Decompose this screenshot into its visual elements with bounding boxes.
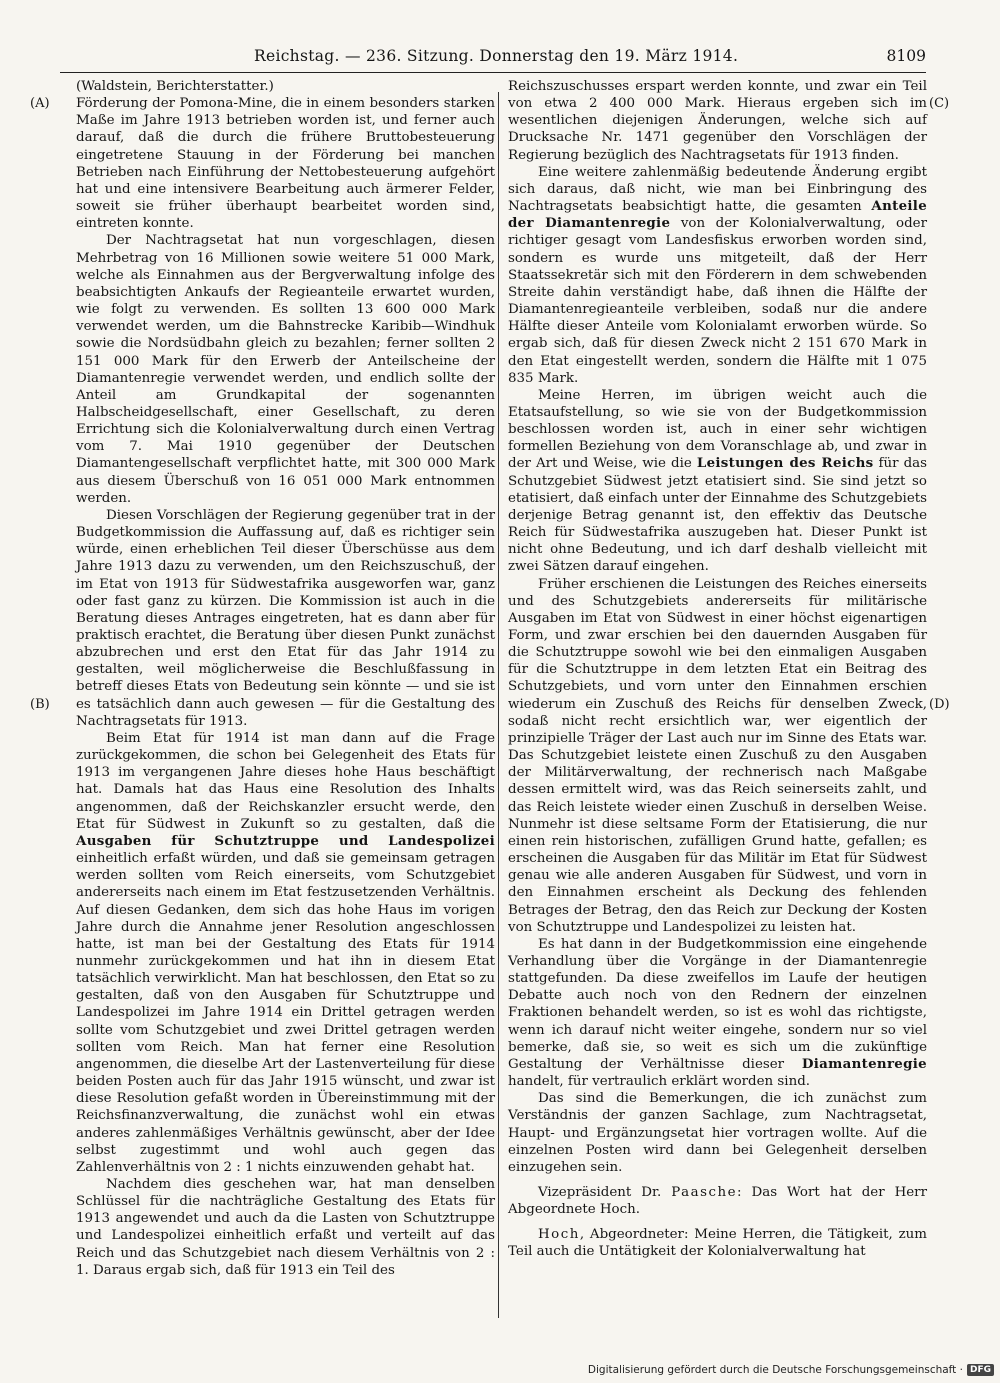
speaker-paragraph: Vizepräsident Dr. Paasche: Das Wort hat der Herr Abgeordnete Hoch. — [508, 1185, 927, 1218]
running-title: Reichstag. — 236. Sitzung. Donnerstag den 19. März 1914. — [254, 47, 739, 65]
bold-term: Diamantenregie — [801, 1055, 927, 1072]
footer-text: Digitalisierung gefördert durch die Deutsche Forschungsgemeinschaft · — [587, 1364, 963, 1376]
paragraph: Das sind die Bemerkungen, die ich zunächst zum Verständnis der ganzen Sachlage, zum Nachtragsetat, Haupt- und Ergänzungsetat hier vortragen wollte. Auf die einzelnen Posten wird dann bei Gelegenheit derselben einzugehen sein. — [508, 1091, 927, 1175]
page-number: 8109 — [886, 47, 926, 65]
speaker-name: Paasche — [671, 1185, 737, 1200]
column-divider — [498, 92, 499, 1318]
speaker-paragraph: Hoch, Abgeordneter: Meine Herren, die Tätigkeit, zum Teil auch die Untätigkeit der Kolonialverwaltung hat — [508, 1227, 927, 1260]
header-rule — [60, 72, 926, 73]
paragraph: Es hat dann in der Budgetkommission eine eingehende Verhandlung über die Vorgänge in der Diamantenregie stattgefunden. Da diese zweifellos im Laufe der heutigen Debatte auch noch von den Rednern der einzelnen Fraktionen behandelt werden, so ist es wohl das richtigste, wenn ich darauf nicht weiter eingehe, sondern nur so viel bemerke, daß sie, so weit es sich um die zukünftige Gestaltung der Verhältnisse dieser Diamantenregie handelt, für vertraulich erklärt worden sind. — [508, 936, 927, 1090]
paragraph: Früher erschienen die Leistungen des Reiches einerseits und des Schutzgebiets andererseits für militärische Ausgaben im Etat von Südwest in einer höchst eigenartigen Form, und zwar erschien bei den dauernden Ausgaben für die Schutztruppe sowohl wie bei den einmaligen Ausgaben für die Schutztruppe in dem letzten Etat ein Beitrag des Schutzgebiets, und vorn unter den Einnahmen erschien wiederum ein Zuschuß des Reichs für denselben Zweck, sodaß nicht recht ersichtlich war, wer eigentlich der prinzipielle Träger der Last auch nur im Sinne des Etats war. Das Schutzgebiet leistete einen Zuschuß zu den Ausgaben der Militärverwaltung, der rechnerisch nach Maßgabe dessen ermittelt wird, was das Reich seinerseits zahlt, und das Reich leistete wieder einen Zuschuß in derselben Weise. Nunmehr ist diese seltsame Form der Etatisierung, die nur einen rein historischen, zufälligen Grund hatte, gefallen; es erscheinen die Ausgaben für das Militär im Etat für Südwest genau wie alle anderen Ausgaben für Südwest, und vorn in den Einnahmen erscheint als Deckung des fehlenden Betrages der Betrag, den das Reich zur Deckung der Kosten von Schutztruppe und Landespolizei zu leisten hat. — [508, 576, 927, 935]
bold-term: Ausgaben für Schutztruppe und Landespolizei — [76, 832, 495, 849]
digitization-footer — [588, 1364, 994, 1376]
paragraph: Eine weitere zahlenmäßig bedeutende Änderung ergibt sich daraus, daß nicht, wie man bei Einbringung des Nachtragsetats beabsichtigt hatte, die gesamten Anteile der Diamantenregie von der Kolonialverwaltung, oder richtiger gesagt vom Landesfiskus erworben worden sind, sondern es wurde uns mitgeteilt, daß der Herr Staatssekretär sich mit den Förderern in dem schwebenden Streite dahin verständigt habe, daß ihnen die Hälfte der Diamantenregieanteile verbleiben, sodaß nur die andere Hälfte dieser Anteile vom Kolonialamt erworben würde. So ergab sich, daß für diesen Zweck nicht 2 151 670 Mark in den Etat eingestellt werden, sondern die Hälfte mit 1 075 835 Mark. — [508, 164, 928, 386]
right-column — [508, 78, 927, 1261]
paragraph: Der Nachtragsetat hat nun vorgeschlagen, diesen Mehrbetrag von 16 Millionen sowie weitere 51 000 Mark, welche als Einnahmen aus der Bergverwaltung infolge des beabsichtigten Ankaufs der Regieanteile erwartet wurden, wie folgt zu verwenden. Es sollten 13 600 000 Mark verwendet werden, um die Bahnstrecke Karibib—Windhuk sowie die Nordsüdbahn gleich zu bezahlen; ferner sollten 2 151 000 Mark für den Erwerb der Anteilscheine der Diamantenregie verwendet werden, und endlich sollte der Anteil am Grundkapital der sogenannten Halbscheidgesellschaft, einer Gesellschaft, zu deren Errichtung sich die Kolonialverwaltung durch einen Vertrag vom 7. Mai 1910 gegenüber der Deutschen Diamantengesellschaft verpflichtet hatte, mit 300 000 Mark aus diesem Überschuß von 16 051 000 Mark entnommen werden. — [76, 233, 495, 506]
bold-term: Leistungen des Reichs — [696, 455, 874, 472]
margin-marker-a: (A) — [30, 96, 50, 111]
paragraph: Förderung der Pomona-Mine, die in einem besonders starken Maße im Jahre 1913 betrieben worden ist, und ferner auch darauf, daß die durch die frühere Bruttobesteuerung eingetretene Stauung in der Förderung bei manchen Betrieben nach Einführung der Nettobesteuerung aufgehört hat und eine intensivere Bearbeitung auch ärmerer Felder, soweit sie früher überhaupt bearbeitet worden sind, eintreten konnte. — [76, 96, 495, 232]
bold-term: Anteile der Diamantenregie — [508, 198, 928, 232]
paragraph: Meine Herren, im übrigen weicht auch die Etatsaufstellung, so wie sie von der Budgetkommission beschlossen worden ist, auch in einer sehr wichtigen formellen Beziehung von dem Voranschlage ab, und zwar in der Art und Weise, wie die Leistungen des Reichs für das Schutzgebiet Südwest jetzt etatisiert sind. Sie sind jetzt so etatisiert, daß einfach unter der Einnahme des Schutzgebiets derjenige Betrag genannt ist, den effektiv das Deutsche Reich für Südwestafrika auszugeben hat. Dieser Punkt ist nicht ohne Bedeutung, und ich darf deshalb vielleicht mit zwei Sätzen darauf eingehen. — [508, 387, 928, 575]
speaker-note: (Waldstein, Berichterstatter.) — [76, 79, 274, 94]
margin-marker-d: (D) — [929, 697, 950, 712]
paragraph: Reichszuschusses erspart werden konnte, und zwar ein Teil von etwa 2 400 000 Mark. Hieraus ergeben sich im wesentlichen diejenigen Änderungen, welche sich auf Drucksache Nr. 1471 gegenüber den Vorschlägen der Regierung bezüglich des Nachtragsetats für 1913 finden. — [508, 79, 927, 163]
margin-marker-c: (C) — [929, 96, 950, 111]
margin-marker-b: (B) — [30, 697, 50, 712]
running-header — [60, 47, 926, 73]
speaker-name: Hoch — [538, 1227, 580, 1243]
left-column — [76, 78, 495, 1279]
paragraph: Diesen Vorschlägen der Regierung gegenüber trat in der Budgetkommission die Auffassung auf, daß es richtiger sein würde, einen erheblichen Teil dieser Überschüsse aus dem Jahre 1913 dazu zu verwenden, um den Reichszuschuß, der im Etat von 1913 für Südwestafrika ausgeworfen war, ganz oder fast ganz zu kürzen. Die Kommission ist auch in die Beratung dieses Antrages eingetreten, hat es dann aber für praktisch erachtet, die Beratung über diesen Punkt zunächst abzubrechen und erst den Etat für das Jahr 1914 zu gestalten, weil möglicherweise die Beschlußfassung in betreff dieses Etats von Bedeutung sein könnte — und sie ist es tatsächlich dann auch gewesen — für die Gestaltung des Nachtragsetats für 1913. — [76, 507, 495, 729]
paragraph: Nachdem dies geschehen war, hat man denselben Schlüssel für die nachträgliche Gestaltung des Etats für 1913 angewendet und auch da die Lasten von Schutztruppe und Landespolizei einheitlich erfaßt und verteilt auf das Reich und das Schutzgebiet nach diesem Verhältnis von 2 : 1. Daraus ergab sich, daß für 1913 ein Teil des — [76, 1177, 495, 1278]
dfg-logo: DFG — [967, 1364, 994, 1376]
paragraph: Beim Etat für 1914 ist man dann auf die Frage zurückgekommen, die schon bei Gelegenheit des Etats für 1913 im vergangenen Jahre dieses hohe Haus beschäftigt hat. Damals hat das Haus eine Resolution des Inhalts angenommen, daß der Reichskanzler ersucht werde, den Etat für Südwest in Zukunft so zu gestalten, daß die Ausgaben für Schutztruppe und Landespolizei einheitlich erfaßt würden, und daß sie gemeinsam getragen werden sollten vom Reich einerseits, vom Schutzgebiet andererseits nach einem im Etat festzusetzenden Verhältnis. Auf diesen Gedanken, dem sich das hohe Haus im vorigen Jahre durch die Annahme jener Resolution angeschlossen hatte, ist man bei der Gestaltung des Etats für 1914 nunmehr zurückgekommen und hat ihn in diesem Etat tatsächlich verwirklicht. Man hat beschlossen, den Etat so zu gestalten, daß von den Ausgaben für Schutztruppe und Landespolizei im Jahre 1914 ein Drittel getragen werden sollte vom Schutzgebiet und zwei Drittel getragen werden sollten vom Reich. Man hat ferner eine Resolution angenommen, die dieselbe Art der Lastenverteilung für diese beiden Posten auch für das Jahr 1915 wünscht, und zwar ist diese Resolution gefaßt worden in Übereinstimmung mit der Reichsfinanzverwaltung, die zunächst wohl ein etwas anderes zahlenmäßiges Verhältnis gewünscht, aber der Idee selbst zugestimmt und wohl auch gegen das Zahlenverhältnis von 2 : 1 nichts einzuwenden gehabt hat. — [76, 730, 495, 1175]
